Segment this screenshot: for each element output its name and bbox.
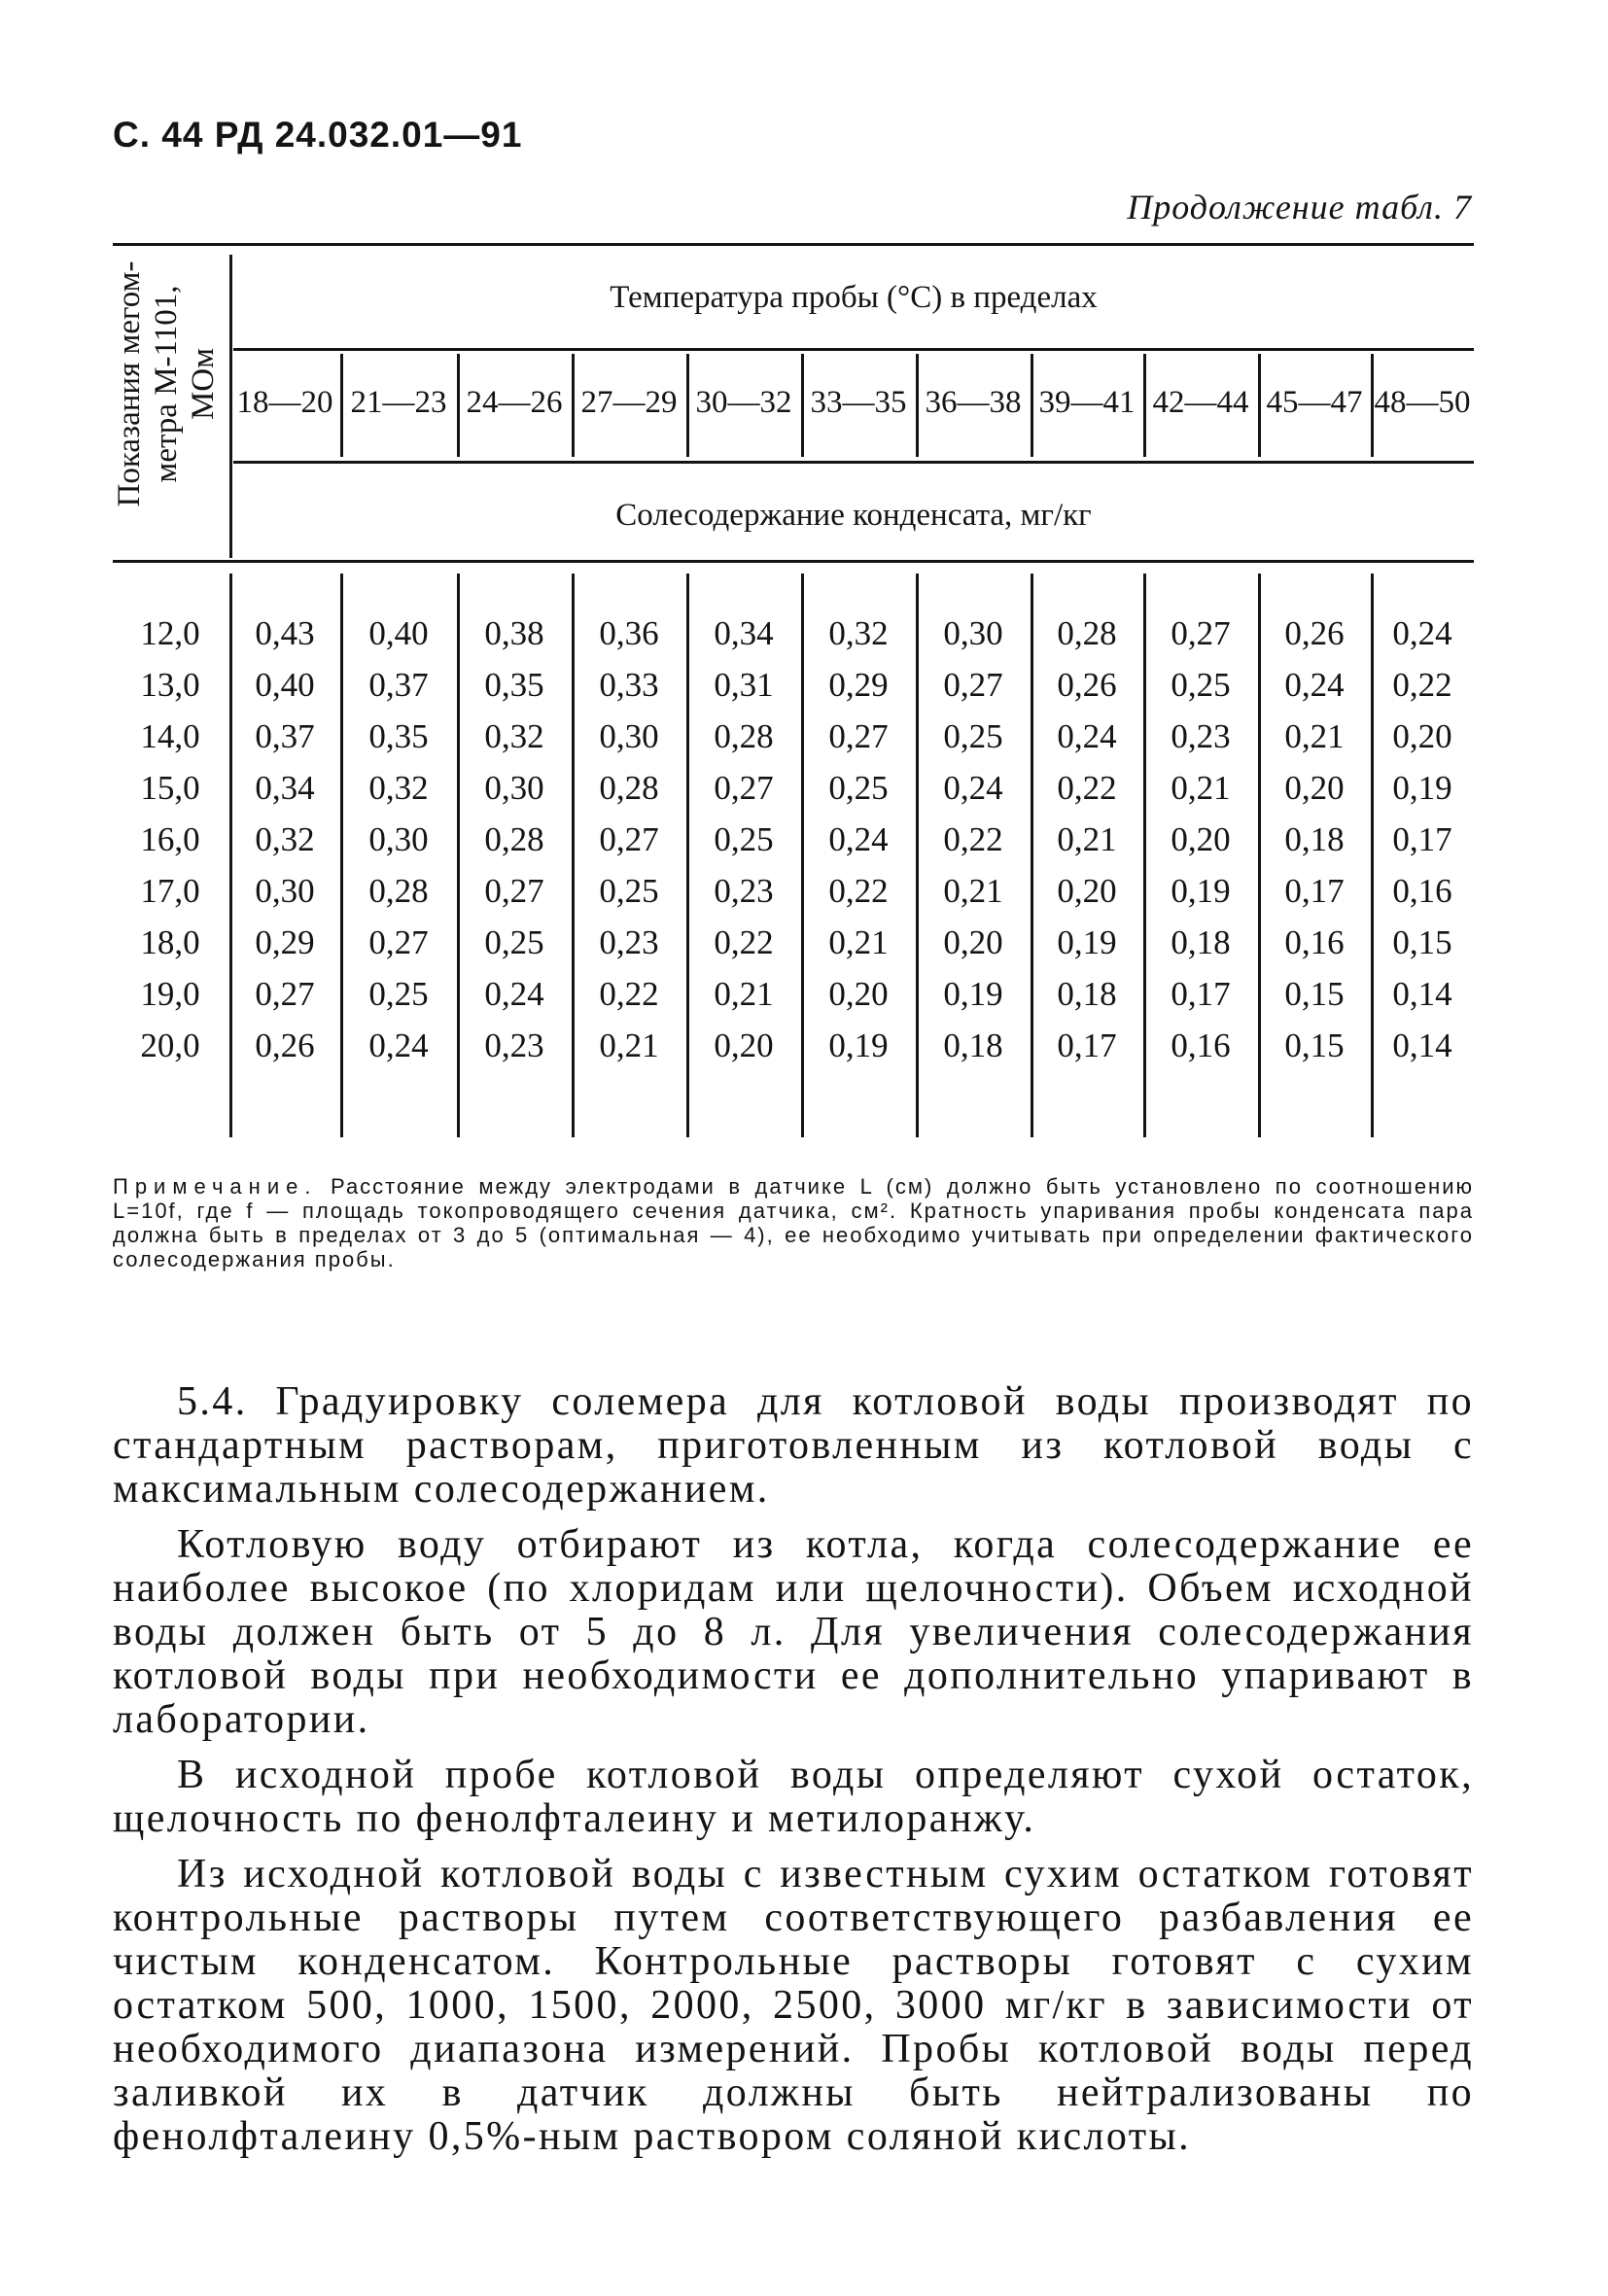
table-cell: 0,17: [1392, 820, 1452, 858]
table-cell: 0,34: [255, 769, 315, 807]
table-cell: 0,35: [484, 666, 544, 704]
table-cell: 0,20: [1171, 820, 1231, 858]
temperature-header: Температура пробы (°С) в пределах: [610, 280, 1098, 315]
table-cell: 0,18: [1171, 923, 1231, 961]
range-header-cell: 18—20: [236, 385, 333, 420]
paragraph: Котловую воду отбирают из котла, когда солесодержание ее наиболее высокое (по хлоридам или щелочности). Объем исходной воды должен быть от 5 до 8 л. Для увеличения солесодержания котловой воды при необходимости ее дополнительно упаривают в лаборатории.: [113, 1522, 1474, 1742]
table-cell: 0,18: [943, 1026, 1003, 1064]
table-cell: 0,30: [599, 717, 659, 755]
range-separator: [1031, 354, 1033, 457]
table-cell: 0,30: [943, 614, 1003, 652]
table-cell: 0,29: [828, 666, 889, 704]
table-cell: 0,15: [1284, 1026, 1345, 1064]
table-cell: 0,22: [714, 923, 774, 961]
range-separator: [572, 354, 575, 457]
table-cell: 0,28: [1057, 614, 1117, 652]
table-cell: 0,37: [368, 666, 429, 704]
range-header-cell: 21—23: [350, 385, 447, 420]
table-cell: 0,30: [255, 872, 315, 910]
row-label: 14,0: [140, 717, 200, 755]
range-header-cell: 36—38: [925, 385, 1022, 420]
table-cell: 0,36: [599, 614, 659, 652]
page-header: С. 44 РД 24.032.01—91: [113, 115, 523, 155]
table-cell: 0,32: [484, 717, 544, 755]
paragraph: В исходной пробе котловой воды определяют сухой остаток, щелочность по фенолфталеину и метилоранжу.: [113, 1753, 1474, 1841]
table-top-rule: [113, 243, 1474, 246]
table-cell: 0,19: [1057, 923, 1117, 961]
table-cell: 0,15: [1392, 923, 1452, 961]
table-cell: 0,23: [714, 872, 774, 910]
table-cell: 0,21: [1171, 769, 1231, 807]
table-cell: 0,20: [828, 975, 889, 1013]
table-cell: 0,20: [1392, 717, 1452, 755]
range-header-cell: 27—29: [580, 385, 678, 420]
row-label: 17,0: [140, 872, 200, 910]
table-cell: 0,24: [828, 820, 889, 858]
paragraph: Из исходной котловой воды с известным сухим остатком готовят контрольные растворы путем соответствующего разбавления ее чистым конденсатом. Контрольные растворы готовят с сухим остатком 500, 1000, 1500, 2000, 2500, 3000 мг/кг в зависимости от необходимого диапазона измерений. Пробы котловой воды перед заливкой их в датчик должны быть нейтрализованы по фенолфталеину 0,5%-ным раствором соляной кислоты.: [113, 1852, 1474, 2159]
table-cell: 0,27: [943, 666, 1003, 704]
salt-content-header: Солесодержание конденсата, мг/кг: [615, 498, 1092, 533]
table-cell: 0,24: [1392, 614, 1452, 652]
range-separator: [1258, 354, 1261, 457]
table-cell: 0,27: [1171, 614, 1231, 652]
table-cell: 0,23: [484, 1026, 544, 1064]
paragraph: 5.4. Градуировку солемера для котловой воды производят по стандартным растворам, приготовленным из котловой воды с максимальным солесодержанием.: [113, 1379, 1474, 1512]
table-cell: 0,21: [943, 872, 1003, 910]
table-cell: 0,28: [368, 872, 429, 910]
table-cell: 0,20: [1057, 872, 1117, 910]
range-separator: [1143, 354, 1146, 457]
range-header-cell: 24—26: [466, 385, 563, 420]
table-cell: 0,17: [1284, 872, 1345, 910]
table-note: [113, 1174, 1474, 1271]
table-cell: 0,17: [1057, 1026, 1117, 1064]
body-text: [113, 1380, 1474, 2171]
range-header-cell: 48—50: [1374, 385, 1471, 420]
range-separator: [340, 354, 343, 457]
table-cell: 0,28: [599, 769, 659, 807]
table-cell: 0,27: [828, 717, 889, 755]
note-lead: Примечание.: [113, 1174, 318, 1199]
table-cell: 0,25: [943, 717, 1003, 755]
ranges-rule: [233, 461, 1474, 464]
table-cell: 0,27: [255, 975, 315, 1013]
table-cell: 0,25: [828, 769, 889, 807]
table-cell: 0,15: [1284, 975, 1345, 1013]
table-cell: 0,31: [714, 666, 774, 704]
table-cell: 0,32: [368, 769, 429, 807]
table-cell: 0,27: [484, 872, 544, 910]
range-separator: [686, 354, 689, 457]
table-cell: 0,16: [1392, 872, 1452, 910]
table-cell: 0,23: [1171, 717, 1231, 755]
table-continuation-caption: Продолжение табл. 7: [1127, 188, 1472, 226]
table-cell: 0,25: [484, 923, 544, 961]
range-header-cell: 45—47: [1266, 385, 1363, 420]
table-cell: 0,21: [599, 1026, 659, 1064]
table-cell: 0,40: [368, 614, 429, 652]
range-header-cell: 39—41: [1038, 385, 1136, 420]
table-cell: 0,25: [599, 872, 659, 910]
table-cell: 0,14: [1392, 975, 1452, 1013]
table-cell: 0,33: [599, 666, 659, 704]
range-separator: [457, 354, 460, 457]
table-cell: 0,43: [255, 614, 315, 652]
table-cell: 0,27: [599, 820, 659, 858]
table-cell: 0,25: [714, 820, 774, 858]
table-cell: 0,28: [484, 820, 544, 858]
table-cell: 0,22: [943, 820, 1003, 858]
table-cell: 0,24: [1057, 717, 1117, 755]
row-label: 19,0: [140, 975, 200, 1013]
table-cell: 0,24: [368, 1026, 429, 1064]
table-cell: 0,16: [1171, 1026, 1231, 1064]
range-header-cell: 33—35: [810, 385, 907, 420]
table-cell: 0,26: [1284, 614, 1345, 652]
table-cell: 0,34: [714, 614, 774, 652]
table-cell: 0,28: [714, 717, 774, 755]
table-cell: 0,29: [255, 923, 315, 961]
table-cell: 0,20: [714, 1026, 774, 1064]
table-cell: 0,37: [255, 717, 315, 755]
table-cell: 0,24: [484, 975, 544, 1013]
table-cell: 0,22: [1057, 769, 1117, 807]
range-separator: [801, 354, 804, 457]
range-header-cell: 30—32: [695, 385, 792, 420]
row-label: 20,0: [140, 1026, 200, 1064]
table-cell: 0,24: [943, 769, 1003, 807]
table-cell: 0,26: [255, 1026, 315, 1064]
table-cell: 0,19: [943, 975, 1003, 1013]
range-separator: [916, 354, 919, 457]
table-cell: 0,22: [1392, 666, 1452, 704]
table-cell: 0,27: [714, 769, 774, 807]
meter-reading-header: Показания мегом- метра М-1101, МОм: [112, 261, 221, 507]
temp-header-rule: [233, 348, 1474, 351]
table-cell: 0,21: [714, 975, 774, 1013]
table-cell: 0,18: [1284, 820, 1345, 858]
table-cell: 0,26: [1057, 666, 1117, 704]
table-cell: 0,19: [1171, 872, 1231, 910]
table-cell: 0,30: [368, 820, 429, 858]
table-cell: 0,27: [368, 923, 429, 961]
table-cell: 0,22: [828, 872, 889, 910]
table-cell: 0,24: [1284, 666, 1345, 704]
table-cell: 0,25: [368, 975, 429, 1013]
table-cell: 0,35: [368, 717, 429, 755]
table-cell: 0,20: [943, 923, 1003, 961]
table-cell: 0,32: [828, 614, 889, 652]
row-label: 15,0: [140, 769, 200, 807]
table-cell: 0,18: [1057, 975, 1117, 1013]
row-label: 16,0: [140, 820, 200, 858]
table-cell: 0,21: [1284, 717, 1345, 755]
range-header-cell: 42—44: [1152, 385, 1249, 420]
row-label: 12,0: [140, 614, 200, 652]
table-cell: 0,21: [828, 923, 889, 961]
note-text: Расстояние между электродами в датчике L (см) должно быть установлено по соотношению L=10f, где f — площадь токопроводящего сечения датчика, см². Кратность упаривания пробы конденсата пара должна быть в пределах от 3 до 5 (оптимальная — 4), ее необходимо учитывать при определении фактического солесодержания пробы.: [113, 1174, 1474, 1271]
table-cell: 0,32: [255, 820, 315, 858]
table-cell: 0,30: [484, 769, 544, 807]
table-cell: 0,14: [1392, 1026, 1452, 1064]
table-cell: 0,20: [1284, 769, 1345, 807]
table-cell: 0,19: [828, 1026, 889, 1064]
table-cell: 0,38: [484, 614, 544, 652]
table-cell: 0,25: [1171, 666, 1231, 704]
table-cell: 0,19: [1392, 769, 1452, 807]
table-cell: 0,22: [599, 975, 659, 1013]
row-label: 18,0: [140, 923, 200, 961]
table-cell: 0,23: [599, 923, 659, 961]
table-cell: 0,40: [255, 666, 315, 704]
table-bottom-rule: [113, 560, 1474, 563]
table-cell: 0,17: [1171, 975, 1231, 1013]
row-label: 13,0: [140, 666, 200, 704]
table-cell: 0,16: [1284, 923, 1345, 961]
range-separator: [1371, 354, 1374, 457]
table-cell: 0,21: [1057, 820, 1117, 858]
